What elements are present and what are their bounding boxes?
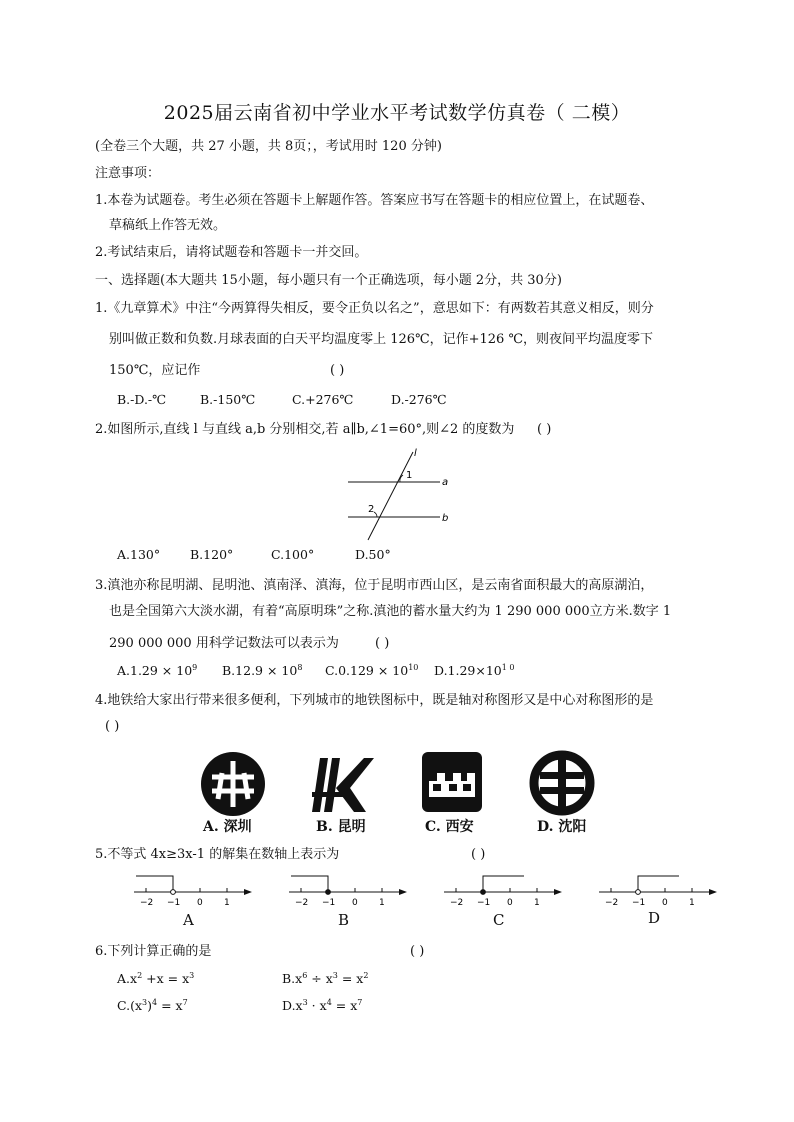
q5-text: 5.不等式 4x≥3x-1 的解集在数轴上表示为	[95, 847, 340, 862]
label-angle-2: 2	[368, 504, 375, 515]
exam-info: (全卷三个大题，共 27 小题，共 8页；，考试用时 120 分钟)	[95, 139, 442, 154]
q6-option-d: $D.x^3 \cdot x^4 = x^7$	[282, 997, 363, 1013]
svg-text:1: 1	[689, 898, 695, 908]
svg-text:−1: −1	[632, 898, 646, 908]
q3-option-c: $C.0.129 \times 10^{10}$	[325, 662, 419, 678]
label-l: l	[414, 448, 417, 459]
number-line-label-a: A	[183, 911, 194, 929]
svg-text:−1: −1	[167, 898, 181, 908]
number-line-label-c: C	[493, 911, 505, 929]
q2-option-b: B.120°	[190, 547, 234, 562]
q4-answer-paren: ( )	[105, 719, 120, 734]
q1-option-b: B.-150℃	[200, 392, 256, 407]
svg-text:−2: −2	[605, 898, 619, 908]
q3-answer-paren: ( )	[375, 636, 390, 651]
q1-line3: 150℃，应记作	[109, 363, 201, 378]
q3-option-b: $B.12.9 \times 10^8$	[222, 662, 303, 678]
number-line-label-d: D	[648, 909, 661, 927]
q5-answer-paren: ( )	[471, 847, 486, 862]
svg-text:−1: −1	[477, 898, 491, 908]
svg-text:1: 1	[379, 898, 385, 908]
q2-option-d: D.50°	[355, 547, 391, 562]
line-l	[368, 452, 413, 540]
logo-label-c: C. 西安	[425, 819, 474, 835]
svg-text:0: 0	[662, 898, 668, 908]
svg-text:−2: −2	[450, 898, 464, 908]
svg-text:0: 0	[507, 898, 513, 908]
q2-option-a: A.130°	[117, 547, 161, 562]
svg-text:0: 0	[352, 898, 358, 908]
notes-heading: 注意事项：	[95, 166, 161, 181]
note-1: 1.本卷为试题卷。考生必须在答题卡上解题作答。答案应书写在答题卡的相应位置上，在试题卷、	[95, 193, 654, 208]
page-title: 2025届云南省初中学业水平考试数学仿真卷（ 二模）	[163, 102, 631, 124]
q3-line3: 290 000 000 用科学记数法可以表示为	[109, 636, 339, 651]
svg-text:0: 0	[197, 898, 203, 908]
q6-option-c: $C.(x^3)^4 = x^7$	[117, 997, 188, 1013]
q3-line2: 也是全国第六大淡水湖，有着“高原明珠”之称.滇池的蓄水量大约为 1 290 000 000立方米.数字 1	[109, 604, 672, 619]
q1-option-d: D.-276℃	[391, 392, 447, 407]
q3-line1: 3.滇池亦称昆明湖、昆明池、滇南泽、滇海，位于昆明市西山区，是云南省面积最大的高原湖泊，	[95, 578, 654, 593]
number-line-label-b: B	[338, 911, 350, 929]
q2-answer-paren: ( )	[537, 422, 552, 437]
label-b: b	[442, 513, 449, 524]
label-a: a	[442, 477, 449, 488]
logo-label-a: A. 深圳	[203, 819, 252, 835]
q2-text: 2.如图所示,直线 l 与直线 a,b 分别相交,若 a∥b,∠1=60°,则∠2 的度数为	[95, 422, 515, 437]
q6-text: 6.下列计算正确的是	[95, 944, 212, 959]
q1-option-c: C.+276℃	[292, 392, 354, 407]
note-1-cont: 草稿纸上作答无效。	[109, 218, 227, 233]
q3-option-a: $A.1.29 \times 10^9$	[117, 662, 198, 678]
q6-option-b: $B.x^6 \div x^3 = x^2$	[282, 970, 369, 986]
q6-answer-paren: ( )	[410, 944, 425, 959]
section-heading: 一、选择题(本大题共 15小题，每小题只有一个正确选项，每小题 2分，共 30分)	[95, 273, 562, 288]
shenyang-metro-logo	[528, 750, 596, 816]
q6-option-a: $A.x^2 +x = x^3$	[117, 970, 195, 986]
q4-line1: 4.地铁给大家出行带来很多便利，下列城市的地铁图标中，既是轴对称图形又是中心对称图形的是	[95, 693, 654, 708]
logo-label-d: D. 沈阳	[537, 819, 587, 835]
svg-text:1: 1	[534, 898, 540, 908]
svg-text:−1: −1	[322, 898, 336, 908]
q1-line2: 别叫做正数和负数.月球表面的白天平均温度零上 126℃，记作+126 ℃，则夜间平均温度零下	[109, 332, 654, 347]
q1-line1: 1.《九章算术》中注“今两算得失相反，要令正负以名之”，意思如下：有两数若其意义相反，则分	[95, 301, 654, 316]
q1-answer-paren: ( )	[330, 363, 345, 378]
parallel-lines-figure	[340, 446, 460, 546]
svg-text:−2: −2	[140, 898, 154, 908]
svg-text:1: 1	[224, 898, 230, 908]
shenzhen-metro-logo	[200, 751, 266, 817]
label-angle-1: 1	[406, 470, 413, 481]
q3-option-d: $D.1.29\times 10^{1 0}$	[434, 662, 515, 678]
angle-2-arc	[374, 512, 377, 517]
logo-label-b: B. 昆明	[316, 819, 366, 835]
svg-text:−2: −2	[295, 898, 309, 908]
xian-metro-logo	[421, 751, 483, 813]
q1-option-a: B.-D.-℃	[117, 392, 167, 407]
kunming-metro-logo	[310, 756, 376, 814]
note-2: 2.考试结束后，请将试题卷和答题卡一并交回。	[95, 245, 368, 260]
q2-option-c: C.100°	[271, 547, 315, 562]
